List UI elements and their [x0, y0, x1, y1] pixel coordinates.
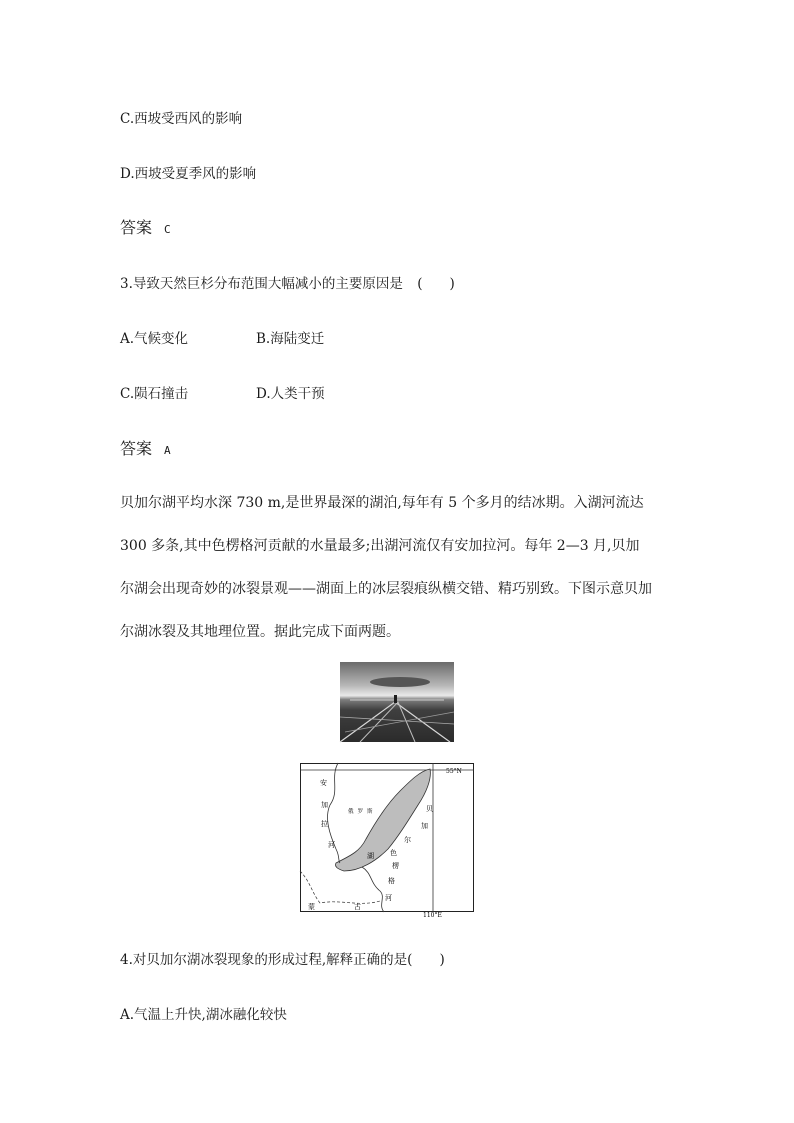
angara-char: 拉	[321, 820, 328, 828]
angara-char: 安	[320, 779, 327, 787]
answer-q2	[120, 219, 171, 239]
baikal-char: 湖	[367, 852, 374, 860]
option-d-q2: D.西坡受夏季风的影响	[120, 166, 257, 182]
answer-q3	[120, 440, 171, 460]
question-3-options-row1	[120, 330, 324, 348]
answer-blank: ( )	[407, 952, 445, 968]
option-b: B.海陆变迁	[256, 331, 325, 347]
mongolia-char: 蒙	[308, 903, 315, 911]
selenga-char: 河	[385, 894, 392, 902]
option-a: A.气候变化	[120, 331, 189, 347]
passage-line-4: 尔湖冰裂及其地理位置。据此完成下面两题。	[120, 624, 400, 640]
longitude-label: 110°E	[423, 912, 442, 919]
option-c: C.陨石撞击	[120, 386, 189, 402]
question-4	[120, 951, 445, 969]
selenga-char: 格	[388, 877, 395, 885]
answer-value: C	[164, 223, 171, 236]
russia-label: 俄罗斯	[348, 809, 377, 815]
answer-value: A	[164, 444, 171, 457]
latitude-label: 55°N	[446, 768, 462, 775]
option-d: D.人类干预	[256, 386, 325, 402]
answer-blank: ( )	[417, 276, 455, 292]
baikal-char: 贝	[426, 805, 433, 813]
question-4-option-a: A.气温上升快,湖冰融化较快	[120, 1007, 287, 1023]
ice-crack-photo	[340, 662, 454, 742]
passage-line-2: 300 多条,其中色楞格河贡献的水量最多;出湖河流仅有安加拉河。每年 2—3 月,贝加	[120, 538, 640, 554]
answer-label: 答案	[120, 218, 153, 237]
selenga-char: 楞	[392, 862, 399, 870]
baikal-location-map	[300, 763, 474, 919]
baikal-char: 尔	[404, 836, 411, 844]
passage-line-3: 尔湖会出现奇妙的冰裂景观——湖面上的冰层裂痕纵横交错、精巧别致。下图示意贝加	[120, 581, 652, 597]
answer-label: 答案	[120, 439, 153, 458]
question-stem: 3.导致天然巨杉分布范围大幅减小的主要原因是	[120, 276, 403, 292]
angara-char: 河	[328, 841, 335, 849]
question-3	[120, 275, 455, 293]
baikal-char: 加	[421, 822, 428, 830]
question-stem: 4.对贝加尔湖冰裂现象的形成过程,解释正确的是	[120, 952, 408, 968]
option-c-q2: C.西坡受西风的影响	[120, 111, 243, 127]
mongolia-char: 古	[354, 903, 361, 911]
question-3-options-row2	[120, 385, 325, 403]
passage-line-1: 贝加尔湖平均水深 730 m,是世界最深的湖泊,每年有 5 个多月的结冰期。入湖河流达	[120, 495, 644, 511]
selenga-char: 色	[390, 849, 397, 857]
angara-char: 加	[321, 801, 328, 809]
